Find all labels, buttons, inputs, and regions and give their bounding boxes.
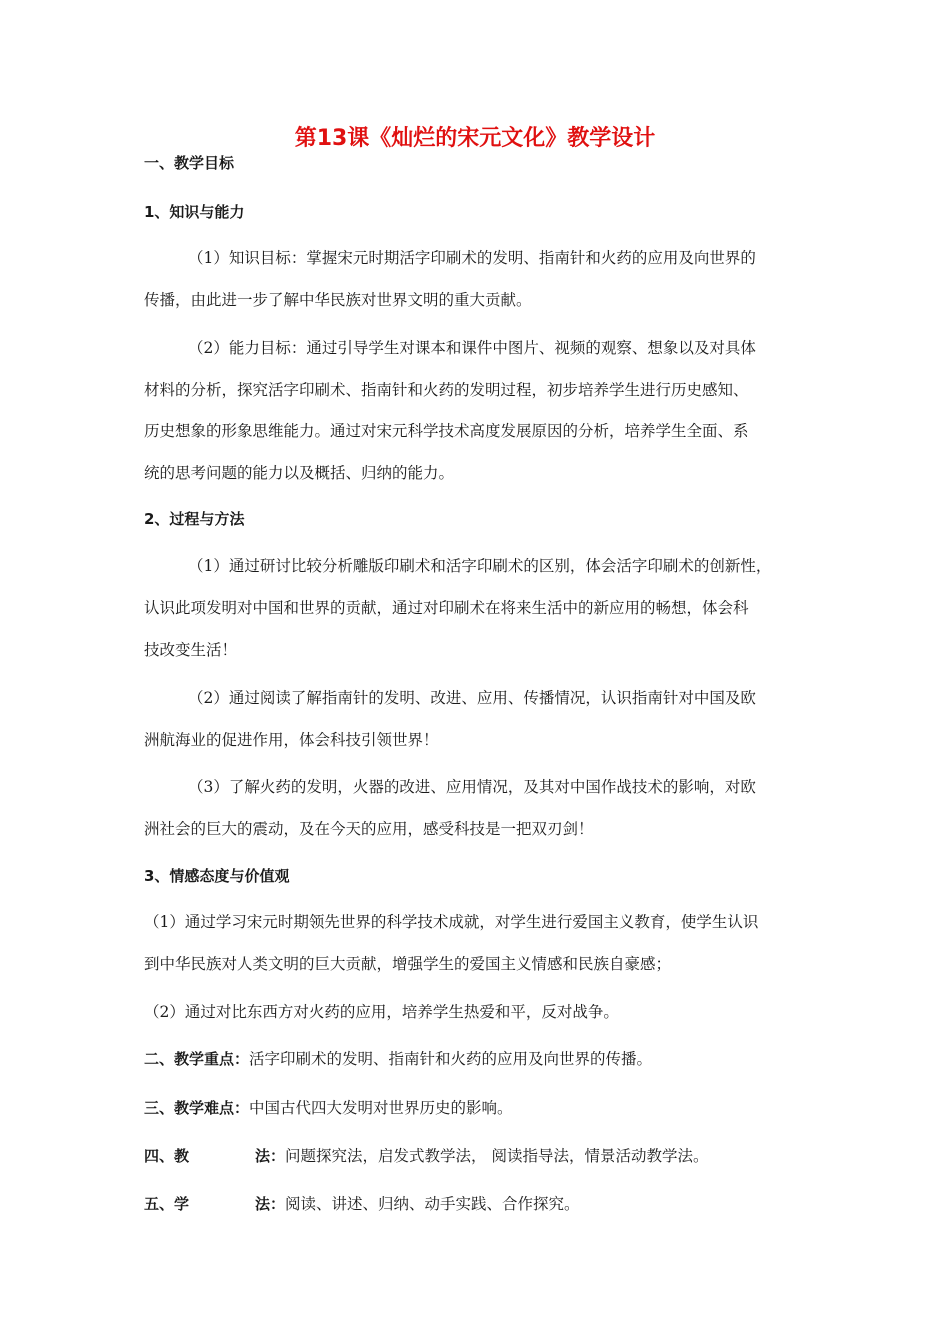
paragraph-line: （1）通过学习宋元时期领先世界的科学技术成就，对学生进行爱国主义教育，使学生认识 (144, 913, 759, 931)
section-learning-methods (144, 1192, 580, 1214)
key-points-label: 二、教学重点： (144, 1050, 250, 1068)
paragraph-line: 统的思考问题的能力以及概括、归纳的能力。 (144, 464, 455, 482)
learning-methods-label-a: 五、学 (144, 1195, 190, 1213)
paragraph-line: （2）通过对比东西方对火药的应用，培养学生热爱和平，反对战争。 (144, 1003, 619, 1021)
paragraph-line: （1）知识目标：掌握宋元时期活字印刷术的发明、指南针和火药的应用及向世界的 (188, 249, 756, 267)
paragraph-line: 洲航海业的促进作用，体会科技引领世界！ (144, 731, 439, 749)
paragraph-line: （1）通过研讨比较分析雕版印刷术和活字印刷术的区别，体会活字印刷术的创新性， (188, 557, 772, 575)
teaching-methods-label-a: 四、教 (144, 1147, 190, 1165)
key-points-text: 活字印刷术的发明、指南针和火药的应用及向世界的传播。 (249, 1050, 653, 1068)
paragraph-line: 历史想象的形象思维能力。通过对宋元科学技术高度发展原因的分析，培养学生全面、系 (144, 422, 749, 440)
paragraph-line: （2）通过阅读了解指南针的发明、改进、应用、传播情况，认识指南针对中国及欧 (188, 689, 756, 707)
paragraph-line: （3）了解火药的发明，火器的改进、应用情况，及其对中国作战技术的影响，对欧 (188, 778, 756, 796)
section-teaching-methods (144, 1144, 708, 1166)
teaching-methods-label-b: 法： (255, 1147, 286, 1165)
heading-knowledge-ability: 1、知识与能力 (144, 203, 245, 221)
paragraph-line: 洲社会的巨大的震动，及在今天的应用，感受科技是一把双刃剑！ (144, 820, 594, 838)
paragraph-line: 到中华民族对人类文明的巨大贡献，增强学生的爱国主义情感和民族自豪感； (144, 955, 672, 973)
learning-methods-text: 阅读、讲述、归纳、动手实践、合作探究。 (285, 1195, 580, 1213)
paragraph-line: 认识此项发明对中国和世界的贡献，通过对印刷术在将来生活中的新应用的畅想，体会科 (144, 599, 749, 617)
teaching-methods-text: 问题探究法，启发式教学法， 阅读指导法，情景活动教学法。 (285, 1147, 709, 1165)
difficult-points-label: 三、教学难点： (144, 1099, 250, 1117)
paragraph-line: 传播，由此进一步了解中华民族对世界文明的重大贡献。 (144, 291, 532, 309)
heading-process-method: 2、过程与方法 (144, 510, 245, 528)
heading-attitude-values: 3、情感态度与价值观 (144, 867, 290, 885)
paragraph-line: （2）能力目标：通过引导学生对课本和课件中图片、视频的观察、想象以及对具体 (188, 339, 756, 357)
paragraph-line: 材料的分析，探究活字印刷术、指南针和火药的发明过程，初步培养学生进行历史感知、 (144, 381, 749, 399)
document-title: 第13课《灿烂的宋元文化》教学设计 (294, 126, 656, 151)
difficult-points-text: 中国古代四大发明对世界历史的影响。 (249, 1099, 513, 1117)
heading-teaching-goals: 一、教学目标 (144, 154, 235, 172)
learning-methods-label-b: 法： (255, 1195, 286, 1213)
paragraph-line: 技改变生活！ (144, 641, 238, 659)
section-difficult-points (144, 1096, 513, 1118)
section-key-points (144, 1047, 652, 1069)
